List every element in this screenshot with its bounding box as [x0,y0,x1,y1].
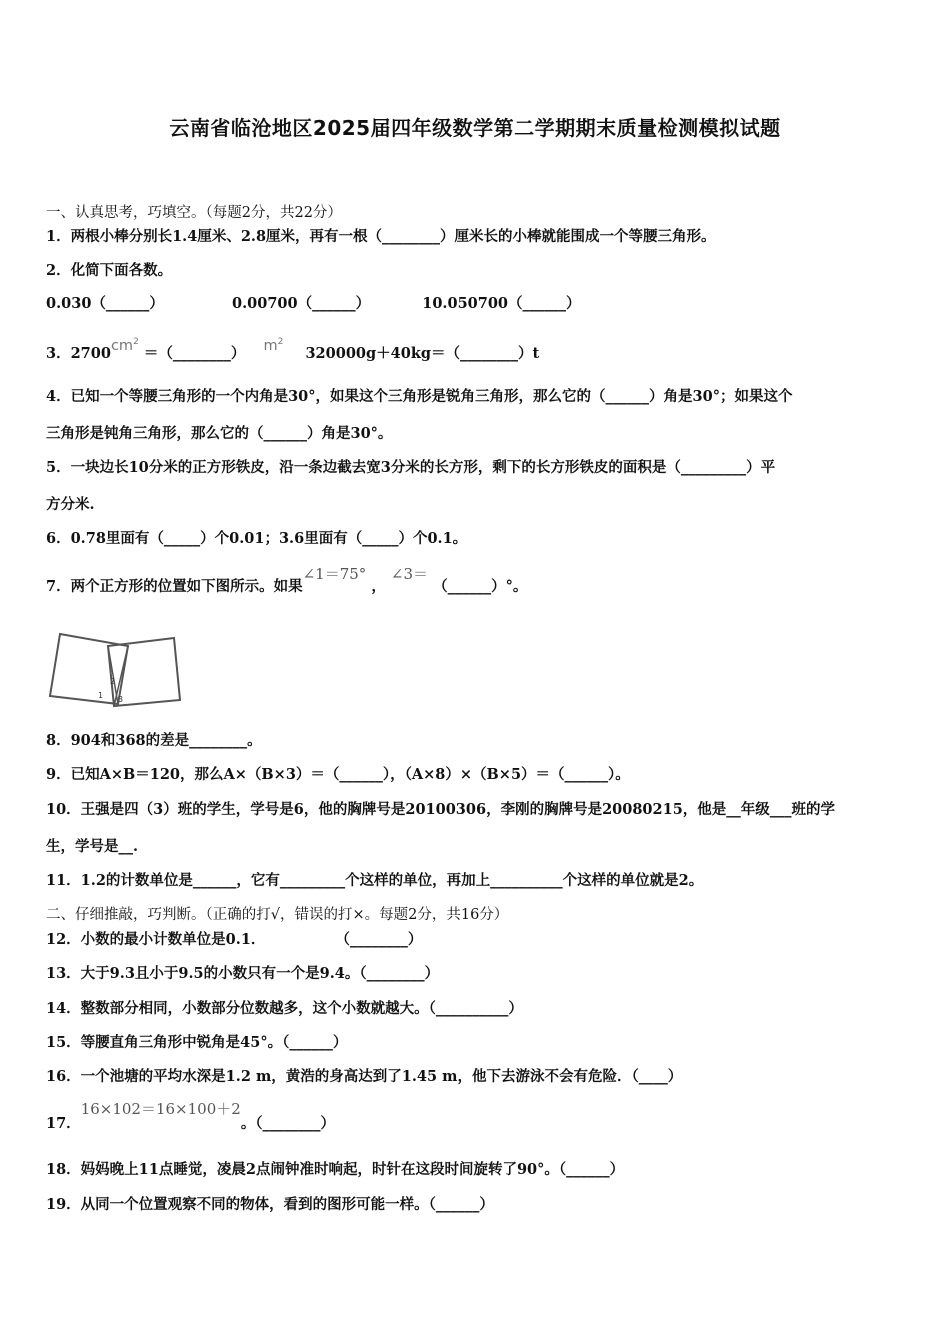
figure-label-2: 2 [110,677,116,686]
question-16: 16．一个池塘的平均水深是1.2 m，黄浩的身高达到了1.45 m，他下去游泳不会有危险．（____） [46,1068,683,1085]
question-9: 9．已知A×B＝120，那么A×（B×3）＝（______），（A×8）×（B×5）＝（______）。 [46,766,630,783]
section-heading-2: 二、仔细推敲，巧判断。（正确的打√，错误的打×。每题2分，共16分） [46,907,509,923]
figure-label-3: 3 [118,695,124,704]
page-title: 云南省临沧地区2025届四年级数学第二学期期末质量检测模拟试题 [169,116,781,140]
question-3: 3．$2700cm^2$ ＝（________） $m^2$ 320000g＋40kg＝（________）t [46,337,540,362]
angle-3-expr: ∠3＝ [390,565,429,583]
figure-label-1: 1 [98,691,104,700]
question-11: 11．1.2的计数单位是______，它有_________个这样的单位，再加上__________个这样的单位就是2。 [46,872,704,889]
question-5-line-1: 5．一块边长10分米的正方形铁皮，沿一条边截去宽3分米的长方形，剩下的长方形铁皮的面积是（_________）平 [46,459,776,476]
angle-1-expr: ∠1＝75° [302,565,367,583]
two-squares-figure [46,630,182,710]
question-7: 7．两个正方形的位置如下图所示。如果∠1＝75° ， ∠3＝ （______）°。 [46,565,528,595]
question-2-items [46,294,910,314]
question-1: 1．两根小棒分别长1.4厘米、2.8厘米，再有一根（________）厘米长的小棒就能围成一个等腰三角形。 [46,228,716,245]
question-4-line-2: 三角形是钝角三角形，那么它的（______）角是30°。 [46,425,393,442]
question-15: 15．等腰直角三角形中锐角是45°。（______） [46,1034,348,1051]
question-5-line-2: 方分米. [46,496,95,513]
question-18: 18．妈妈晚上11点睡觉，凌晨2点闹钟准时响起，时针在这段时间旋转了90°。（______） [46,1161,625,1178]
question-10-line-1: 10．王强是四（3）班的学生，学号是6，他的胸牌号是20100306，李刚的胸牌号是20080215，他是__年级___班的学 [46,801,836,818]
question-6: 6．0.78里面有（_____）个0.01；3.6里面有（_____）个0.1。 [46,530,468,547]
question-14: 14．整数部分相同，小数部分位数越多，这个小数就越大。（__________） [46,1000,523,1017]
section-heading-1: 一、认真思考，巧填空。（每题2分，共22分） [46,205,342,221]
q2-item-3: 10.050700（______） [422,295,581,312]
question-12: 12．小数的最小计数单位是0.1． （________） [46,931,423,948]
q2-item-1: 0.030（______） [46,295,164,312]
question-2: 2．化简下面各数。 [46,262,173,279]
question-10-line-2: 生，学号是__. [46,838,139,855]
question-17: 17．16×102＝16×100＋2。（________） [46,1100,336,1132]
question-8: 8．904和368的差是________。 [46,732,262,749]
question-13: 13．大于9.3且小于9.5的小数只有一个是9.4。（________） [46,965,440,982]
question-19: 19．从同一个位置观察不同的物体，看到的图形可能一样。（______） [46,1196,494,1213]
q2-item-2: 0.00700（______） [232,295,371,312]
q17-expression: 16×102＝16×100＋2 [80,1100,241,1118]
question-4-line-1: 4．已知一个等腰三角形的一个内角是30°，如果这个三角形是锐角三角形，那么它的（______）角是30°；如果这个 [46,388,793,405]
